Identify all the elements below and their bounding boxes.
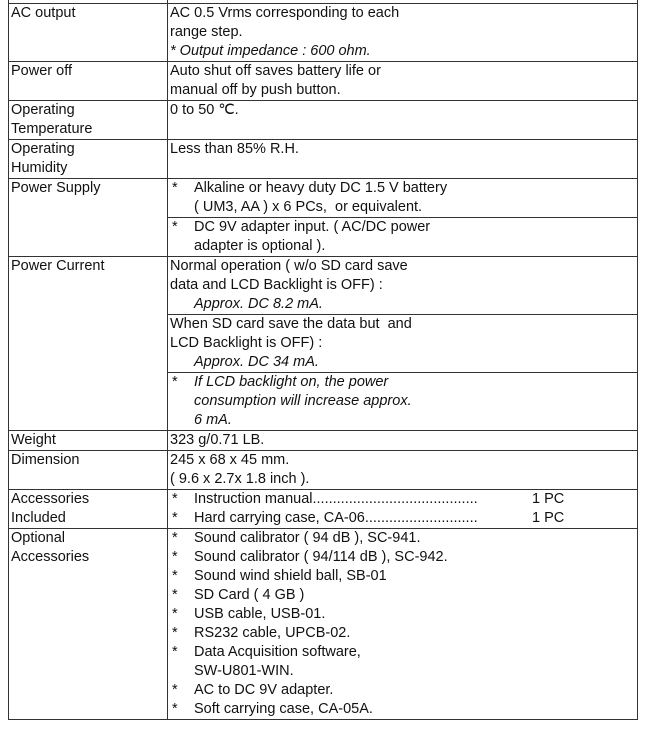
value-line: adapter is optional ). <box>194 238 326 254</box>
bullet-asterisk: * <box>172 491 178 507</box>
row-label: Power Current <box>9 257 168 431</box>
table-row-operating-humidity <box>9 140 638 179</box>
label-line: Optional <box>11 530 66 546</box>
value-line: 245 x 68 x 45 mm. <box>170 452 290 468</box>
optional-accessory-item <box>170 700 635 719</box>
optional-accessory-item <box>170 605 635 624</box>
bullet-asterisk: * <box>172 587 178 603</box>
accessory-item <box>170 490 635 509</box>
bullet-text <box>194 179 635 217</box>
value-line: DC 9V adapter input. ( AC/DC power <box>194 219 431 235</box>
table-row-ac-output <box>9 4 638 62</box>
bullet-text <box>194 567 635 586</box>
bullet-text <box>194 700 635 719</box>
value-line: Less than 85% R.H. <box>170 141 299 157</box>
label-line: Accessories <box>11 549 90 565</box>
bullet-asterisk: * <box>172 219 178 235</box>
optional-accessory-item <box>170 643 635 681</box>
bullet-text <box>194 681 635 700</box>
value-line: ( 9.6 x 2.7x 1.8 inch ). <box>170 471 310 487</box>
power-supply-item-battery <box>170 179 635 217</box>
bullet-asterisk: * <box>172 180 178 196</box>
bullet-asterisk: * <box>172 682 178 698</box>
value-line: AC 0.5 Vrms corresponding to each <box>170 5 400 21</box>
bullet-asterisk: * <box>172 510 178 526</box>
value-line: manual off by push button. <box>170 82 341 98</box>
power-current-backlight-note <box>168 372 637 430</box>
label-line: Humidity <box>11 160 68 176</box>
row-label <box>9 101 168 140</box>
row-value <box>168 4 638 62</box>
table-row-optional-accessories <box>9 529 638 720</box>
value-line: Sound calibrator ( 94 dB ), SC-941. <box>194 530 421 546</box>
row-value <box>168 529 638 720</box>
value-line: consumption will increase approx. <box>194 393 412 409</box>
bullet-asterisk: * <box>172 625 178 641</box>
label-line: Operating <box>11 102 75 118</box>
accessory-quantity: 1 PC <box>532 491 565 507</box>
optional-accessory-item <box>170 567 635 586</box>
value-line: Auto shut off saves battery life or <box>170 63 381 79</box>
row-label: Power Supply <box>9 179 168 257</box>
bullet-asterisk: * <box>172 644 178 660</box>
bullet-text <box>194 605 635 624</box>
power-supply-item-adapter <box>168 217 637 256</box>
row-label: Power off <box>9 62 168 101</box>
row-value <box>168 179 638 257</box>
bullet-asterisk: * <box>172 568 178 584</box>
bullet-asterisk: * <box>172 549 178 565</box>
sd-card-current-value: Approx. DC 34 mA. <box>194 354 319 370</box>
power-current-sd-card <box>168 314 637 372</box>
bullet-text <box>194 218 635 256</box>
bullet-asterisk: * <box>172 606 178 622</box>
table-row-power-off <box>9 62 638 101</box>
table-row-weight <box>9 431 638 451</box>
optional-accessory-item <box>170 586 635 605</box>
value-line: 6 mA. <box>194 412 232 428</box>
accessory-name: Hard carrying case, CA-06............................ <box>194 510 478 526</box>
row-value <box>168 140 638 179</box>
row-value <box>168 62 638 101</box>
value-line: If LCD backlight on, the power <box>194 374 389 390</box>
value-line: range step. <box>170 24 243 40</box>
label-line: Included <box>11 510 66 526</box>
bullet-text <box>194 624 635 643</box>
table-row-operating-temperature <box>9 101 638 140</box>
value-line: Soft carrying case, CA-05A. <box>194 701 373 717</box>
bullet-asterisk: * <box>172 530 178 546</box>
bullet-text <box>194 643 635 681</box>
normal-current-value: Approx. DC 8.2 mA. <box>194 296 323 312</box>
row-value <box>168 490 638 529</box>
table-row-accessories-included <box>9 490 638 529</box>
row-label <box>9 490 168 529</box>
impedance-note: * Output impedance : 600 ohm. <box>170 43 371 59</box>
value-line: When SD card save the data but and <box>170 316 412 332</box>
power-current-normal <box>170 257 635 314</box>
bullet-text <box>194 548 635 567</box>
value-line: Sound calibrator ( 94/114 dB ), SC-942. <box>194 549 448 565</box>
row-label: Dimension <box>9 451 168 490</box>
value-line: LCD Backlight is OFF) : <box>170 335 323 351</box>
value-line: Data Acquisition software, <box>194 644 361 660</box>
accessory-quantity: 1 PC <box>532 510 565 526</box>
bullet-text <box>194 586 635 605</box>
table-row-power-current <box>9 257 638 431</box>
value-line: Normal operation ( w/o SD card save <box>170 258 408 274</box>
row-value <box>168 257 638 431</box>
optional-accessory-item <box>170 529 635 548</box>
optional-accessory-item <box>170 548 635 567</box>
specification-table <box>8 0 638 720</box>
accessory-item <box>170 509 635 528</box>
value-line: RS232 cable, UPCB-02. <box>194 625 351 641</box>
bullet-text <box>194 373 635 430</box>
value-line: 323 g/0.71 LB. <box>170 432 265 448</box>
value-line: USB cable, USB-01. <box>194 606 326 622</box>
row-label <box>9 140 168 179</box>
row-label <box>9 529 168 720</box>
label-line: Temperature <box>11 121 93 137</box>
table-row-power-supply <box>9 179 638 257</box>
bullet-text <box>194 529 635 548</box>
value-line: data and LCD Backlight is OFF) : <box>170 277 383 293</box>
optional-accessory-item <box>170 681 635 700</box>
value-line: AC to DC 9V adapter. <box>194 682 334 698</box>
bullet-asterisk: * <box>172 701 178 717</box>
row-value <box>168 431 638 451</box>
label-line: Operating <box>11 141 75 157</box>
value-line: 0 to 50 ℃. <box>170 102 239 118</box>
value-line: SW-U801-WIN. <box>194 663 294 679</box>
table-row-dimension <box>9 451 638 490</box>
bullet-asterisk: * <box>172 374 178 390</box>
row-value <box>168 451 638 490</box>
value-line: Sound wind shield ball, SB-01 <box>194 568 387 584</box>
value-line: SD Card ( 4 GB ) <box>194 587 305 603</box>
value-line: ( UM3, AA ) x 6 PCs, or equivalent. <box>194 199 423 215</box>
row-label: Weight <box>9 431 168 451</box>
row-label: AC output <box>9 4 168 62</box>
row-value <box>168 101 638 140</box>
optional-accessory-item <box>170 624 635 643</box>
value-line: Alkaline or heavy duty DC 1.5 V battery <box>194 180 448 196</box>
label-line: Accessories <box>11 491 90 507</box>
accessory-name: Instruction manual......................................... <box>194 491 478 507</box>
